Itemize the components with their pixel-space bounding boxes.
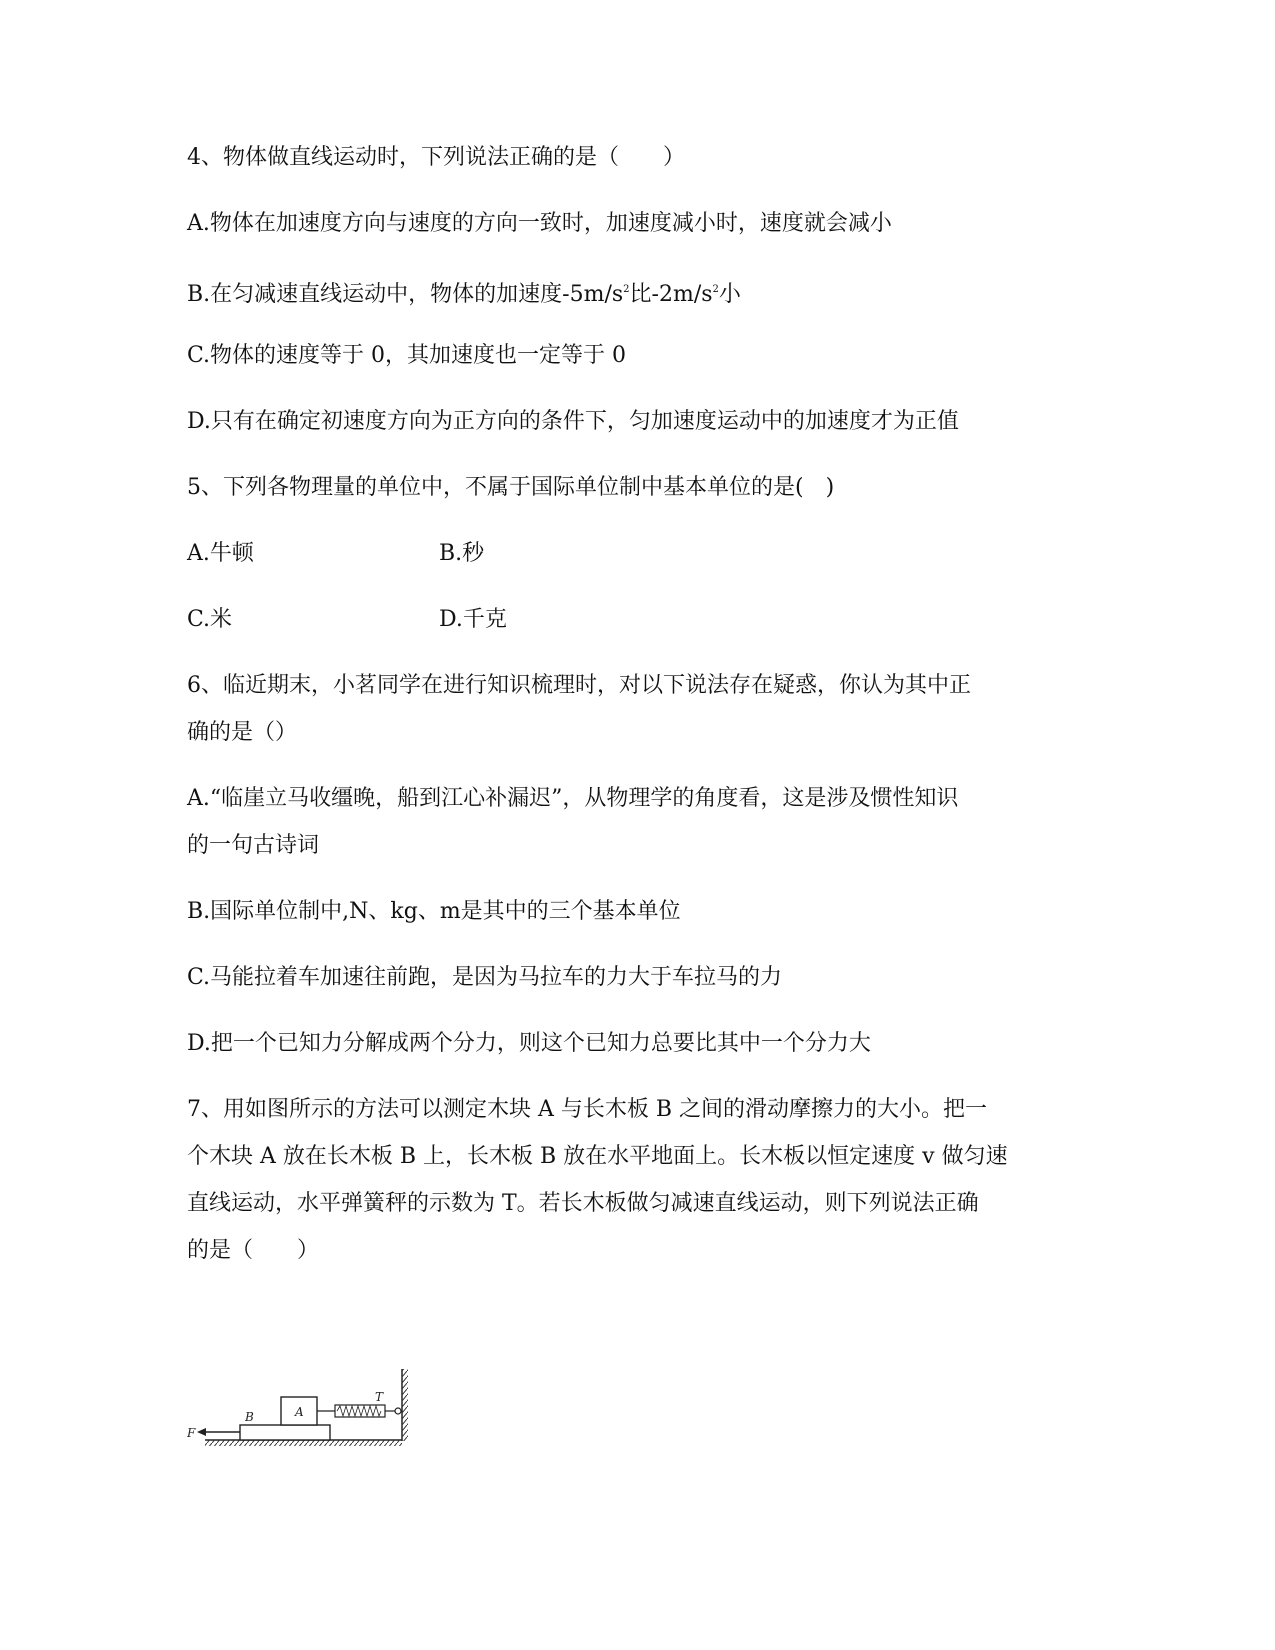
- q6-option-b: B.国际单位制中,N、kg、m是其中的三个基本单位: [187, 899, 681, 924]
- q6-option-a-line2: 的一句古诗词: [187, 833, 320, 858]
- q7-stem-line4: 的是（ ）: [187, 1238, 320, 1263]
- q7-stem-line2: 个木块 A 放在长木板 B 上，长木板 B 放在水平地面上。长木板以恒定速度 v 做匀速: [187, 1144, 1008, 1169]
- q4-stem: 4、物体做直线运动时，下列说法正确的是（ ）: [187, 145, 685, 170]
- friction-apparatus-diagram: [187, 1365, 427, 1460]
- q4-option-d: D.只有在确定初速度方向为正方向的条件下，匀加速度运动中的加速度才为正值: [187, 409, 959, 434]
- label-f: F: [187, 1426, 196, 1440]
- label-a: A: [295, 1405, 304, 1419]
- q6-stem-line1: 6、临近期末，小茗同学在进行知识梳理时，对以下说法存在疑惑，你认为其中正: [187, 673, 971, 698]
- q5-stem: 5、下列各物理量的单位中，不属于国际单位制中基本单位的是( ): [187, 475, 835, 500]
- wall-hatching: [402, 1369, 408, 1441]
- q7-stem-line3: 直线运动，水平弹簧秤的示数为 T。若长木板做匀减速直线运动，则下列说法正确: [187, 1191, 979, 1216]
- board-b: [240, 1425, 330, 1440]
- q6-stem-line2: 确的是（）: [187, 720, 298, 745]
- wall-ring: [395, 1408, 401, 1414]
- q4-option-a: A.物体在加速度方向与速度的方向一致时，加速度减小时，速度就会减小: [187, 211, 892, 236]
- label-b: B: [245, 1410, 254, 1424]
- q6-option-c: C.马能拉着车加速往前跑，是因为马拉车的力大于车拉马的力: [187, 965, 783, 990]
- q6-option-d: D.把一个已知力分解成两个分力，则这个已知力总要比其中一个分力大: [187, 1031, 871, 1056]
- q4-option-b: B.在匀减速直线运动中，物体的加速度$-5m/s^2$比$-2m/s^2$小: [187, 282, 741, 307]
- q6-option-a-line1: A.“临崖立马收缰晚，船到江心补漏迟”，从物理学的角度看，这是涉及惯性知识: [187, 786, 959, 811]
- q5-option-a: A.牛顿: [187, 541, 254, 566]
- q5-option-c: C.米: [187, 607, 233, 632]
- q5-option-b: B.秒: [439, 541, 485, 566]
- ground-hatching: [205, 1440, 402, 1446]
- q4-option-c: C.物体的速度等于 0，其加速度也一定等于 0: [187, 343, 627, 368]
- q7-stem-line1: 7、用如图所示的方法可以测定木块 A 与长木板 B 之间的滑动摩擦力的大小。把一: [187, 1097, 988, 1122]
- label-t: T: [375, 1390, 384, 1404]
- force-f-arrowhead: [197, 1428, 206, 1436]
- q5-option-d: D.千克: [439, 607, 507, 632]
